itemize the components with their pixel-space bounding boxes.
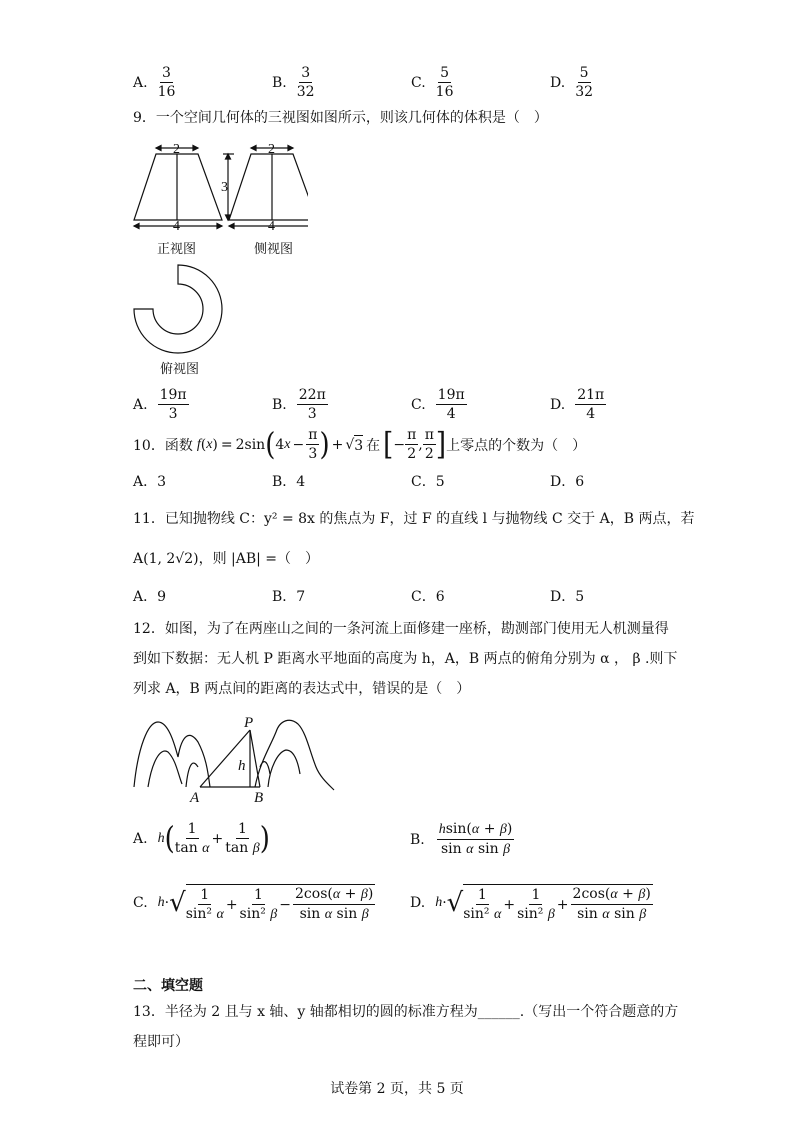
left-mountain-outer <box>134 722 210 787</box>
fraction: $\frac{5}{16}$ <box>435 65 454 100</box>
dim-top-front: 2 <box>173 142 180 157</box>
side-view-label: 侧视图 <box>254 242 294 257</box>
q12-option-c-formula: h · √ $\frac{1}{\text{sin² α}}$ + $\frac{1}{\text{sin² β}}$ − $\frac{2\cos(\alpha + \beta)}{\text{sin α sin β}}$ <box>157 886 374 922</box>
q10-option-a[interactable]: A．3 <box>133 474 167 490</box>
q11-option-c[interactable]: C．6 <box>411 589 445 605</box>
q12-option-a[interactable]: A. h ( $\frac{1}{\text{tan α}}$ + $\frac{1}{\text{tan β}}$ ) <box>133 821 270 857</box>
fraction: $\frac{22\pi}{3}$ <box>298 387 326 422</box>
q11-option-a[interactable]: A．9 <box>133 589 167 605</box>
q8-option-b[interactable]: B. $\frac{3}{32}$ <box>272 65 315 100</box>
q9-stem: 9．一个空间几何体的三视图如图所示，则该几何体的体积是（ ） <box>133 110 548 126</box>
label-p: P <box>244 715 254 731</box>
q9-options-row <box>133 388 733 422</box>
q12-mountain-figure <box>130 712 340 804</box>
q10-option-c[interactable]: C．5 <box>411 474 445 490</box>
right-mountain-ridge <box>260 762 270 774</box>
q9-option-b[interactable]: B. $\frac{22\pi}{3}$ <box>272 387 326 422</box>
label-a: A <box>190 790 200 804</box>
q8-option-c[interactable]: C. $\frac{5}{16}$ <box>411 65 454 100</box>
q11-option-b[interactable]: B．7 <box>272 589 306 605</box>
q12-option-a-formula: h ( $\frac{1}{\text{tan α}}$ + $\frac{1}{\text{tan β}}$ ) <box>157 821 270 857</box>
right-mountain-inner <box>268 750 300 787</box>
q9-top-view-figure <box>128 262 228 357</box>
label-b: B <box>254 790 264 804</box>
dim-bottom-front: 4 <box>173 219 180 234</box>
page-footer: 试卷第 2 页，共 5 页 <box>330 1081 464 1097</box>
q12-option-b[interactable]: B. $\frac{hsin(\alpha + \beta)}{\text{sin α sin β}}$ <box>410 821 513 857</box>
q9-option-a[interactable]: A. $\frac{19\pi}{3}$ <box>133 387 187 422</box>
q11-stem-line1: 11．已知抛物线 C：y² = 8x 的焦点为 F，过 F 的直线 l 与抛物线 C 交于 A，B 两点，若 <box>133 511 695 527</box>
fraction: $\frac{21\pi}{4}$ <box>577 387 605 422</box>
top-view-label: 俯视图 <box>160 362 200 377</box>
q9-option-c[interactable]: C. $\frac{19\pi}{4}$ <box>411 387 465 422</box>
q12-option-b-formula: $\frac{hsin(\alpha + \beta)}{\text{sin α sin β}}$ <box>438 821 513 857</box>
left-mountain-ridge <box>186 763 198 787</box>
q10-stem: 10．函数 f ( x ) = 2sin ( 4 x − $\frac{\pi}{3}$ ) + √ 3 在 [ − $\frac{\pi}{2}$ , $\frac{\pi}{2}$ ] 上零点的个数为（ ） <box>133 426 587 463</box>
q13-stem-line1: 13．半径为 2 且与 x 轴、y 轴都相切的圆的标准方程为______.（写出一个符合题意的方 <box>133 1004 679 1020</box>
q11-stem-line2: A(1, 2√2)，则 |AB| =（ ） <box>133 551 320 567</box>
dim-bottom-side: 4 <box>268 219 275 234</box>
dim-top-side: 2 <box>268 142 275 157</box>
q10-option-b[interactable]: B．4 <box>272 474 306 490</box>
fraction: $\frac{19\pi}{3}$ <box>159 387 187 422</box>
left-mountain-inner <box>148 751 182 787</box>
label-h: h <box>238 758 246 774</box>
q10-formula: f ( x ) = 2sin ( 4 x − $\frac{\pi}{3}$ ) + √ 3 在 [ − $\frac{\pi}{2}$ , $\frac{\pi}{2}$ ] <box>196 426 447 463</box>
q8-option-a[interactable]: A. $\frac{3}{16}$ <box>133 65 176 100</box>
q10-option-d[interactable]: D．6 <box>550 474 585 490</box>
q12-stem-line3: 列求 A，B 两点间的距离的表达式中，错误的是（ ） <box>133 681 471 697</box>
q12-stem-line1: 12．如图，为了在两座山之间的一条河流上面修建一座桥，勘测部门使用无人机测量得 <box>133 621 669 637</box>
front-view-label: 正视图 <box>157 242 197 257</box>
q9-option-d[interactable]: D. $\frac{21\pi}{4}$ <box>550 387 605 422</box>
q13-stem-line2: 程即可） <box>133 1034 189 1050</box>
q12-stem-line2: 到如下数据：无人机 P 距离水平地面的高度为 h，A，B 两点的俯角分别为 α ， β .则下 <box>133 651 678 667</box>
line-pb <box>250 730 260 787</box>
fraction: $\frac{5}{32}$ <box>575 65 594 100</box>
fraction: $\frac{19\pi}{4}$ <box>437 387 465 422</box>
fraction: $\frac{3}{32}$ <box>296 65 315 100</box>
q12-option-d-formula: h · √ $\frac{1}{\text{sin² α}}$ + $\frac{1}{\text{sin² β}}$ + $\frac{2\cos(\alpha + \beta)}{\text{sin α sin β}}$ <box>435 886 651 922</box>
section-heading-fill-in: 二、填空题 <box>133 978 203 994</box>
q11-option-d[interactable]: D．5 <box>550 589 585 605</box>
q8-options-row <box>133 66 733 100</box>
q8-option-d[interactable]: D. $\frac{5}{32}$ <box>550 65 594 100</box>
dim-height: 3 <box>221 180 228 195</box>
q12-option-d[interactable]: D. h · √ $\frac{1}{\text{sin² α}}$ + $\frac{1}{\text{sin² β}}$ + $\frac{2\cos(\alpha + \beta)}{\text{sin α sin β}}$ <box>410 886 651 922</box>
fraction: $\frac{3}{16}$ <box>157 65 176 100</box>
q12-option-c[interactable]: C. h · √ $\frac{1}{\text{sin² α}}$ + $\frac{1}{\text{sin² β}}$ − $\frac{2\cos(\alpha + \beta)}{\text{sin α sin β}}$ <box>133 886 374 922</box>
